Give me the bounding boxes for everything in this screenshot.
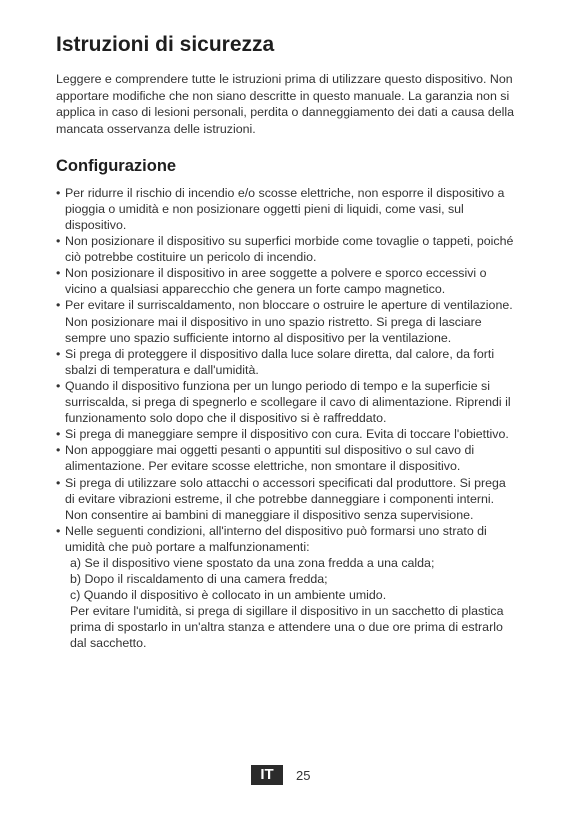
sub-item: b) Dopo il riscaldamento di una camera fredda; bbox=[70, 572, 328, 587]
bullet-icon: • bbox=[56, 185, 61, 200]
list-item bbox=[56, 442, 516, 474]
bullet-icon: • bbox=[56, 523, 61, 538]
list-item-text: Quando il dispositivo funziona per un lungo periodo di tempo e la superficie si surriscalda, si prega di spegnerlo e scollegare il cavo di alimentazione. Riprendi il funzionamento solo dopo che il dispositivo si è raffreddato. bbox=[65, 378, 511, 426]
closing-note: Per evitare l'umidità, si prega di sigillare il dispositivo in un sacchetto di plastica prima di spostarlo in un'altra stanza e attendere una o due ore prima di estrarlo dal sacchetto. bbox=[70, 604, 504, 651]
list-item-text: Nelle seguenti condizioni, all'interno del dispositivo può formarsi uno strato di umidità che può portare a malfunzionamenti: bbox=[65, 523, 487, 554]
list-item-text: Si prega di utilizzare solo attacchi o accessori specificati dal produttore. Si prega di evitare vibrazioni estreme, il che potrebbe danneggiare i componenti interni. Non consentire ai bambini di maneggiare il dispositivo senza supervisione. bbox=[65, 475, 506, 522]
bullet-icon: • bbox=[56, 378, 61, 393]
list-item-text: Per evitare il surriscaldamento, non bloccare o ostruire le aperture di ventilazione. Non posizionare mai il dispositivo in uno spazio ristretto. Si prega di lasciare sempre uno spazio sufficiente intorno al dispositivo per la ventilazione. bbox=[65, 298, 513, 345]
list-item bbox=[56, 297, 516, 345]
document-page bbox=[56, 30, 516, 652]
page-footer bbox=[251, 765, 310, 785]
list-item bbox=[56, 265, 516, 297]
bullet-icon: • bbox=[56, 298, 61, 313]
bullet-icon: • bbox=[56, 266, 61, 281]
list-item-text: Si prega di maneggiare sempre il dispositivo con cura. Evita di toccare l'obiettivo. bbox=[65, 427, 509, 442]
bullet-icon: • bbox=[56, 443, 61, 458]
page-number: 25 bbox=[296, 767, 311, 783]
intro-paragraph: Leggere e comprendere tutte le istruzioni prima di utilizzare questo dispositivo. Non apportare modifiche che non siano descritte in questo manuale. La garanzia non si applica in caso di lesioni personali, perdita o danneggiamento dei dati a causa della mancata osservanza delle istruzioni. bbox=[56, 72, 515, 137]
list-item bbox=[56, 185, 516, 233]
list-item-text: Non posizionare il dispositivo in aree soggette a polvere e sporco eccessivi o vicino a qualsiasi apparecchio che genera un forte campo magnetico. bbox=[65, 266, 487, 297]
list-item-text: Si prega di proteggere il dispositivo dalla luce solare diretta, dal calore, da forti sbalzi di temperatura e dall'umidità. bbox=[65, 346, 495, 377]
list-item bbox=[56, 378, 516, 426]
sub-item: a) Se il dispositivo viene spostato da una zona fredda a una calda; bbox=[70, 555, 435, 570]
list-item bbox=[56, 426, 516, 442]
list-item-text: Non appoggiare mai oggetti pesanti o appuntiti sul dispositivo o sul cavo di alimentazione. Per evitare scosse elettriche, non smontare il dispositivo. bbox=[65, 443, 475, 474]
safety-list bbox=[56, 185, 516, 652]
bullet-icon: • bbox=[56, 234, 61, 249]
list-item bbox=[56, 233, 516, 265]
bullet-icon: • bbox=[56, 346, 61, 361]
list-item bbox=[56, 523, 516, 652]
section-title: Configurazione bbox=[56, 156, 177, 175]
list-item bbox=[56, 475, 516, 523]
language-badge: IT bbox=[251, 765, 283, 785]
bullet-icon: • bbox=[56, 475, 61, 490]
sub-item: c) Quando il dispositivo è collocato in un ambiente umido. bbox=[70, 588, 387, 603]
list-item-text: Non posizionare il dispositivo su superfici morbide come tovaglie o tappeti, poiché ciò potrebbe costituire un pericolo di incendio. bbox=[65, 234, 514, 265]
list-item bbox=[56, 346, 516, 378]
list-item-text: Per ridurre il rischio di incendio e/o scosse elettriche, non esporre il dispositivo a pioggia o umidità e non posizionare oggetti pieni di liquidi, come vasi, sul dispositivo. bbox=[65, 185, 505, 232]
bullet-icon: • bbox=[56, 427, 61, 442]
page-title: Istruzioni di sicurezza bbox=[56, 33, 275, 56]
